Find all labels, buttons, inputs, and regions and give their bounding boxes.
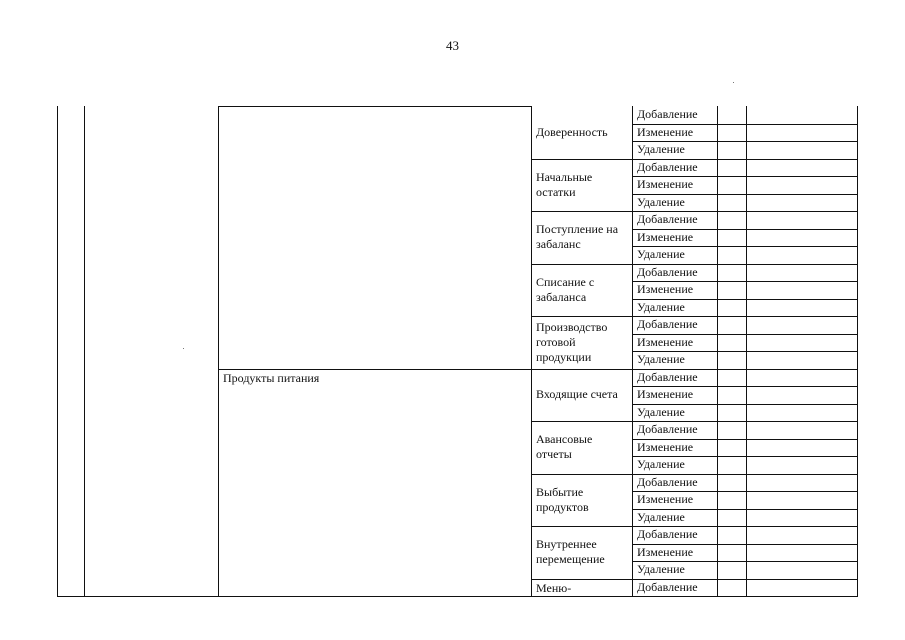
document-name: Поступление на забаланс <box>536 222 619 252</box>
operation-label: Удаление <box>637 194 685 209</box>
document-name: Выбытие продуктов <box>536 484 589 514</box>
document-name: Производство готовой продукции <box>536 319 608 364</box>
grid-line <box>218 106 219 597</box>
operation-label: Добавление <box>637 212 698 226</box>
operation-label: Изменение <box>637 334 694 349</box>
operation-label: Изменение <box>637 229 694 244</box>
operation-label: Изменение <box>637 124 694 139</box>
operation-label: Добавление <box>637 159 698 174</box>
operation-label: Добавление <box>637 474 698 489</box>
operation-label: Удаление <box>637 509 685 524</box>
operation-label: Добавление <box>637 579 698 594</box>
operation-label: Изменение <box>637 282 694 296</box>
section-title: Продукты питания <box>223 370 320 385</box>
grid-line <box>84 106 85 597</box>
operation-label: Удаление <box>637 562 685 576</box>
grid-line <box>57 106 58 597</box>
grid-line <box>57 596 858 597</box>
document-name: Меню- <box>536 580 572 595</box>
document-name: Начальные остатки <box>536 169 593 199</box>
operation-label: Удаление <box>637 299 685 314</box>
operation-label: Удаление <box>637 352 685 366</box>
grid-line <box>531 106 532 597</box>
document-name: Внутреннее перемещение <box>536 537 605 567</box>
operation-label: Изменение <box>637 439 694 454</box>
operation-label: Добавление <box>637 422 698 436</box>
operation-label: Изменение <box>637 544 694 559</box>
operation-label: Удаление <box>637 457 685 471</box>
operation-label: Изменение <box>637 177 694 191</box>
operation-label: Удаление <box>637 404 685 419</box>
operation-label: Добавление <box>637 264 698 279</box>
operation-label: Удаление <box>637 247 685 261</box>
operation-label: Изменение <box>637 387 694 401</box>
document-name: Списание с забаланса <box>536 274 595 304</box>
document-name: Входящие счета <box>536 387 618 402</box>
operation-label: Добавление <box>637 369 698 384</box>
operation-label: Удаление <box>637 142 685 156</box>
operation-label: Добавление <box>637 317 698 331</box>
page-number: 43 <box>446 38 459 53</box>
document-name: Авансовые отчеты <box>536 432 593 462</box>
document-name: Доверенность <box>536 124 608 139</box>
operation-label: Добавление <box>637 527 698 541</box>
grid-line <box>218 106 532 107</box>
operation-label: Добавление <box>637 107 698 121</box>
scan-speck <box>183 348 184 349</box>
operation-label: Изменение <box>637 492 694 506</box>
scan-speck <box>733 82 734 83</box>
